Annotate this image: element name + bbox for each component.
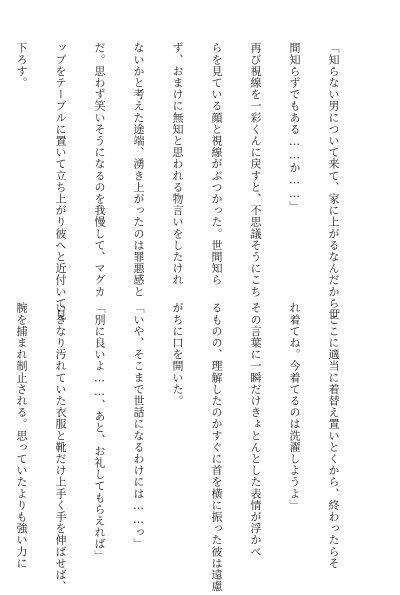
text-line: その言葉に一瞬だけきょとんとした表情が浮かべ bbox=[249, 302, 262, 558]
text-line: 「別に良いよ……、あと、お礼してもらえれば」 bbox=[93, 302, 106, 562]
text-line: 「知らない男について来て、家に上がるなんだから世 bbox=[327, 42, 340, 321]
text-line: らを見ている顔と視線がぶつかった。世間知ら bbox=[210, 42, 223, 286]
text-line: 再び視線を一彩くんに戻すと、不思議そうにこち bbox=[249, 42, 262, 298]
text-line: ないかと考えた途端、湧き上がったのは罪悪感と bbox=[132, 42, 145, 298]
text-line: だ。思わず笑いそうになるのを我慢して、マグカ bbox=[93, 42, 106, 298]
text-line: 下ろす。 bbox=[15, 42, 28, 89]
text-line: るものの、理解したのかすぐに首を横に振った彼は遠慮 bbox=[210, 302, 223, 592]
bottom-text-block bbox=[15, 302, 366, 592]
text-line: れ着てね。今着てるのは洗濯しようよ」 bbox=[288, 302, 301, 511]
text-line: 腕を捕まれ制止される。思っていたよりも強い力に bbox=[15, 302, 28, 569]
top-text-block bbox=[15, 42, 366, 321]
text-line: がちに口を開いた。 bbox=[171, 302, 184, 407]
text-line: 「いや、そこまで世話になるわけには……っ」 bbox=[132, 302, 145, 550]
text-line: ップをテーブルに置いて立ち上がり彼へと近付いて見 bbox=[54, 42, 67, 321]
text-line: ず、おまけに無知と思われる物言いをしたけれ bbox=[171, 42, 184, 286]
text-line: 間知らずでもある……か……」 bbox=[288, 42, 301, 213]
text-line: いきなり汚れていた衣服と靴だけ上手く手を伸ばせば、 bbox=[54, 302, 67, 592]
text-line: 「ここに適当に着替え置いとくから、終わったらそ bbox=[327, 302, 340, 569]
